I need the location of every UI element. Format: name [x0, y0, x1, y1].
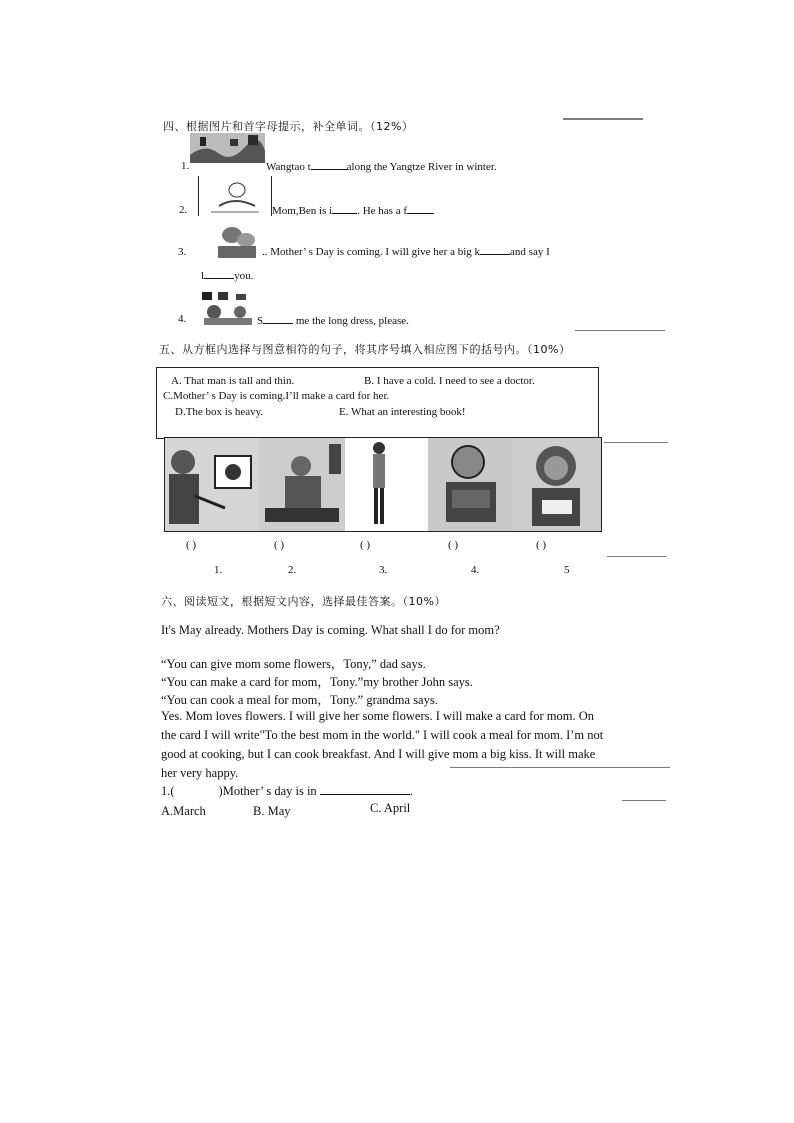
- picture-number-4: 4.: [471, 564, 480, 576]
- answer-bracket-2[interactable]: ( ): [274, 539, 285, 551]
- question-3-text-before: .. Mother’ s Day is coming. I will give her a big k: [262, 246, 481, 258]
- picture-5: [512, 438, 601, 531]
- question-3-line: [262, 244, 550, 258]
- question-3-image: [212, 222, 264, 260]
- answer-blank-1[interactable]: [311, 159, 347, 170]
- section-5-title: 五、从方框内选择与图意相符的句子，将其序号填入相应图下的括号内。（10%）: [159, 343, 571, 356]
- question-1-line: [266, 159, 497, 173]
- passage-intro: It's May already. Mothers Day is coming. What shall I do for mom?: [161, 623, 500, 637]
- answer-blank-2b[interactable]: [407, 203, 434, 214]
- choice-a: A.March: [161, 804, 206, 818]
- answer-blank-2a[interactable]: [332, 203, 357, 214]
- passage-line-2: “You can make a card for mom，Tony.”my brother John says.: [161, 675, 473, 689]
- option-b: B. I have a cold. I need to see a doctor.: [364, 375, 535, 387]
- passage-para-2: the card I will write"To the best mom in the world." I will cook a meal for mom. I’m not: [161, 728, 604, 742]
- picture-strip: [164, 437, 602, 532]
- reading-question-1: 1.( )Mother’ s day is in .: [161, 784, 413, 798]
- question-3-number: 3.: [178, 246, 187, 258]
- picture-number-3: 3.: [379, 564, 388, 576]
- section-4-title: 四、根据图片和首字母提示，补全单词。（12%）: [163, 120, 414, 133]
- reading-answer-blank[interactable]: [320, 784, 410, 795]
- option-a: A. That man is tall and thin.: [171, 375, 295, 387]
- question-3-line2-after: you.: [234, 270, 254, 282]
- scan-mark: [622, 800, 666, 801]
- question-2-line: [272, 203, 434, 217]
- question-1-text-after: along the Yangtze River in winter.: [346, 161, 497, 173]
- question-1-image: [190, 133, 265, 163]
- question-2-text-before: Mom,Ben is i: [272, 205, 333, 217]
- answer-blank-3b[interactable]: [204, 268, 234, 279]
- scan-mark: [450, 767, 670, 768]
- question-2-image: [198, 176, 272, 216]
- passage-line-1: “You can give mom some flowers，Tony,” dad says.: [161, 657, 426, 671]
- picture-number-5: 5: [564, 564, 570, 576]
- picture-number-2: 2.: [288, 564, 297, 576]
- question-1-text-before: Wangtao t: [266, 161, 311, 173]
- answer-bracket-5[interactable]: ( ): [536, 539, 547, 551]
- section-6-title: 六、阅读短文，根据短文内容，选择最佳答案。（10%）: [161, 595, 446, 608]
- option-e: E. What an interesting book!: [339, 406, 466, 418]
- question-4-image: [196, 290, 258, 326]
- question-4-number: 4.: [178, 313, 187, 325]
- picture-4: [428, 438, 513, 531]
- passage-para-4: her very happy.: [161, 766, 239, 780]
- scan-mark: [575, 330, 665, 331]
- question-3-text-after: and say I: [510, 246, 550, 258]
- scan-mark: [563, 118, 643, 120]
- question-4-line: [257, 313, 409, 327]
- answer-blank-4[interactable]: [263, 313, 293, 324]
- question-4-text-before: S: [257, 315, 264, 327]
- passage-line-3: “You can cook a meal for mom，Tony.” grandma says.: [161, 693, 438, 707]
- picture-3: [345, 438, 429, 531]
- question-1-number: 1.: [181, 160, 190, 172]
- choice-b: B. May: [253, 804, 291, 818]
- question-2-number: 2.: [179, 204, 188, 216]
- answer-blank-3a[interactable]: [480, 244, 510, 255]
- picture-1: [165, 438, 260, 531]
- question-3-line-2: [201, 268, 253, 282]
- passage-para-1: Yes. Mom loves flowers. I will give her some flowers. I will make a card for mom. On: [161, 709, 595, 723]
- answer-bracket-1[interactable]: ( ): [186, 539, 197, 551]
- choice-c: C. April: [370, 801, 411, 815]
- question-2-text-mid: . He has a f: [357, 205, 407, 217]
- scan-mark: [607, 556, 667, 557]
- question-3-line2-before: l: [201, 270, 205, 282]
- reading-question-text: )Mother’ s day is in: [218, 784, 317, 798]
- passage-para-3: good at cooking, but I can cook breakfast. And I will give mom a big kiss. It will make: [161, 747, 596, 761]
- picture-2: [259, 438, 346, 531]
- picture-number-1: 1.: [214, 564, 223, 576]
- scan-mark: [604, 442, 668, 443]
- option-d: D.The box is heavy.: [175, 406, 264, 418]
- option-c: C.Mother’ s Day is coming.I’ll make a card for her.: [163, 390, 390, 402]
- answer-bracket-4[interactable]: ( ): [448, 539, 459, 551]
- question-4-text-after: me the long dress, please.: [295, 315, 409, 327]
- answer-bracket-3[interactable]: ( ): [360, 539, 371, 551]
- reading-question-open: 1.(: [161, 784, 175, 798]
